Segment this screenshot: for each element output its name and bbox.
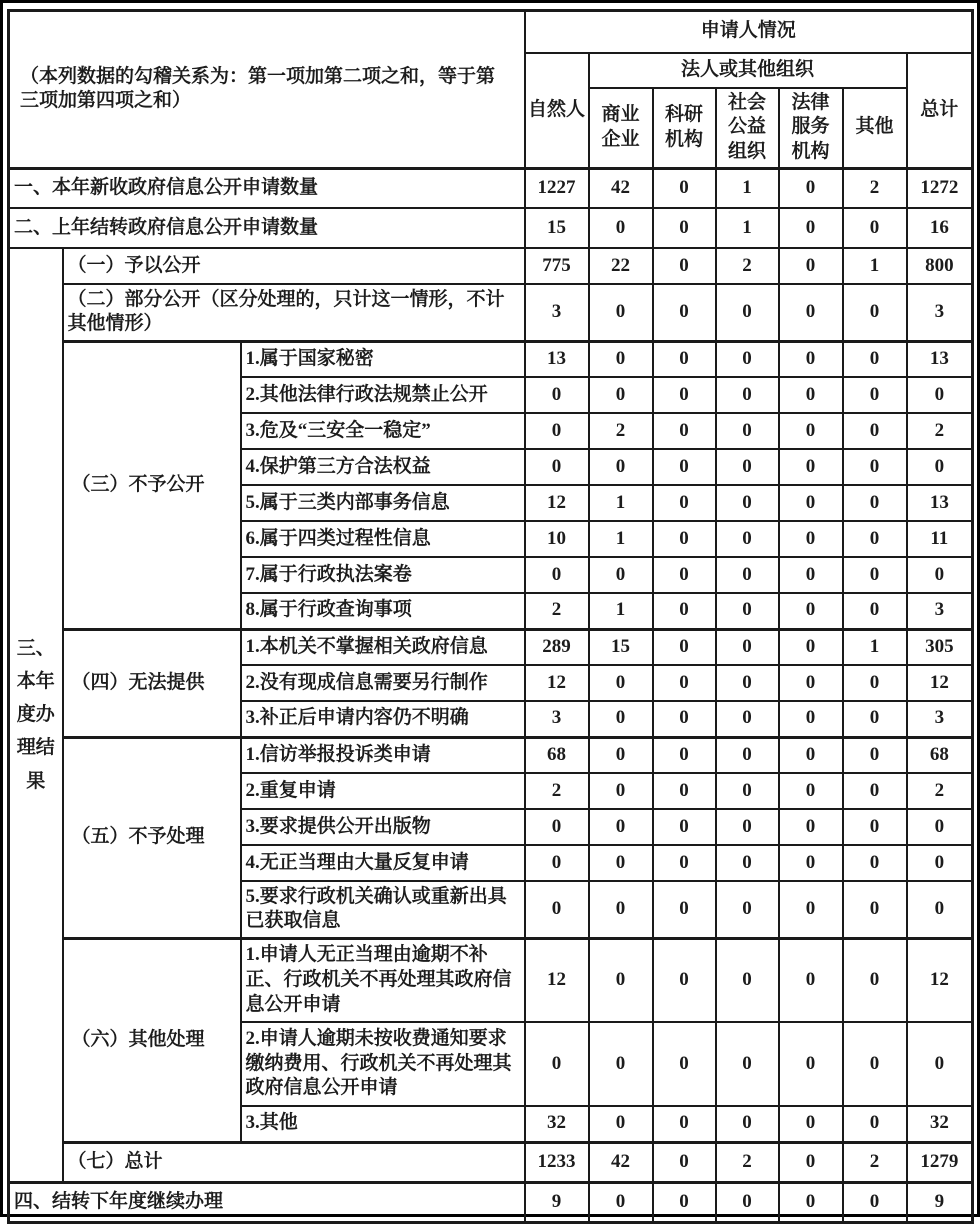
- value-cell: 0: [653, 248, 716, 284]
- total-header: 总计: [907, 53, 973, 169]
- row-label: 1.属于国家秘密: [241, 341, 525, 377]
- value-cell: 0: [716, 1106, 779, 1142]
- value-cell: 0: [653, 845, 716, 881]
- value-cell: 0: [653, 377, 716, 413]
- value-cell: 0: [525, 809, 589, 845]
- commercial-enterprise-header: 商业企业: [589, 88, 653, 169]
- value-cell: 42: [589, 168, 653, 208]
- value-cell: 1: [716, 168, 779, 208]
- value-cell: 0: [653, 809, 716, 845]
- row-label: 8.属于行政查询事项: [241, 593, 525, 629]
- value-cell: 0: [843, 557, 907, 593]
- value-cell: 1: [589, 521, 653, 557]
- value-cell: 42: [589, 1142, 653, 1182]
- value-cell: 0: [589, 1182, 653, 1222]
- value-cell: 0: [843, 1022, 907, 1106]
- value-cell: 1227: [525, 168, 589, 208]
- header-note: （本列数据的勾稽关系为：第一项加第二项之和，等于第三项加第四项之和）: [9, 11, 525, 169]
- value-cell: 2: [907, 413, 973, 449]
- value-cell: 0: [589, 377, 653, 413]
- value-cell: 0: [907, 377, 973, 413]
- row-label: 一、本年新收政府信息公开申请数量: [9, 168, 525, 208]
- value-cell: 0: [589, 208, 653, 248]
- row-label: 二、上年结转政府信息公开申请数量: [9, 208, 525, 248]
- value-cell: 0: [589, 1022, 653, 1106]
- table-row: [9, 341, 973, 377]
- value-cell: 0: [779, 665, 843, 701]
- value-cell: 0: [653, 1022, 716, 1106]
- value-cell: 2: [843, 1142, 907, 1182]
- value-cell: 289: [525, 629, 589, 665]
- value-cell: 0: [843, 809, 907, 845]
- value-cell: 12: [525, 938, 589, 1022]
- row-label: 4.无正当理由大量反复申请: [241, 845, 525, 881]
- value-cell: 775: [525, 248, 589, 284]
- value-cell: 0: [653, 557, 716, 593]
- row-label: 4.保护第三方合法权益: [241, 449, 525, 485]
- value-cell: 0: [779, 881, 843, 938]
- group-label-other-handling: （六）其他处理: [63, 938, 241, 1142]
- value-cell: 0: [779, 284, 843, 341]
- row-label: 6.属于四类过程性信息: [241, 521, 525, 557]
- value-cell: 0: [716, 665, 779, 701]
- value-cell: 0: [589, 557, 653, 593]
- value-cell: 0: [716, 593, 779, 629]
- value-cell: 15: [589, 629, 653, 665]
- value-cell: 0: [589, 449, 653, 485]
- value-cell: 3: [907, 593, 973, 629]
- value-cell: 0: [653, 208, 716, 248]
- value-cell: 11: [907, 521, 973, 557]
- value-cell: 2: [907, 773, 973, 809]
- table-row: [9, 629, 973, 665]
- table-row: [9, 1142, 973, 1182]
- value-cell: 0: [779, 521, 843, 557]
- value-cell: 0: [716, 449, 779, 485]
- value-cell: 2: [525, 593, 589, 629]
- table-row: [9, 208, 973, 248]
- value-cell: 0: [653, 168, 716, 208]
- value-cell: 1272: [907, 168, 973, 208]
- row-label: 2.重复申请: [241, 773, 525, 809]
- value-cell: 800: [907, 248, 973, 284]
- value-cell: 0: [779, 485, 843, 521]
- value-cell: 0: [589, 1106, 653, 1142]
- value-cell: 0: [779, 938, 843, 1022]
- value-cell: 0: [525, 845, 589, 881]
- value-cell: 0: [907, 1022, 973, 1106]
- value-cell: 0: [716, 341, 779, 377]
- row-label: （七）总计: [63, 1142, 525, 1182]
- research-institution-header: 科研机构: [653, 88, 716, 169]
- value-cell: 0: [843, 521, 907, 557]
- value-cell: 0: [907, 557, 973, 593]
- natural-person-header: 自然人: [525, 53, 589, 169]
- value-cell: 2: [589, 413, 653, 449]
- other-org-header: 其他: [843, 88, 907, 169]
- value-cell: 0: [716, 1022, 779, 1106]
- value-cell: 0: [779, 809, 843, 845]
- value-cell: 0: [843, 208, 907, 248]
- row-label: 3.补正后申请内容仍不明确: [241, 701, 525, 737]
- value-cell: 0: [716, 881, 779, 938]
- value-cell: 0: [907, 845, 973, 881]
- value-cell: 0: [716, 938, 779, 1022]
- value-cell: 0: [589, 881, 653, 938]
- value-cell: 2: [525, 773, 589, 809]
- value-cell: 0: [589, 845, 653, 881]
- row-label: 1.本机关不掌握相关政府信息: [241, 629, 525, 665]
- value-cell: 0: [653, 701, 716, 737]
- value-cell: 12: [525, 485, 589, 521]
- value-cell: 0: [843, 1106, 907, 1142]
- header-row-1: [9, 11, 973, 53]
- value-cell: 1: [716, 208, 779, 248]
- disclosure-statistics-table: [7, 9, 974, 1224]
- value-cell: 0: [653, 413, 716, 449]
- value-cell: 0: [843, 773, 907, 809]
- value-cell: 0: [589, 809, 653, 845]
- value-cell: 0: [843, 665, 907, 701]
- applicant-status-header: 申请人情况: [525, 11, 973, 53]
- value-cell: 1: [589, 593, 653, 629]
- row-label: 2.没有现成信息需要另行制作: [241, 665, 525, 701]
- value-cell: 0: [843, 737, 907, 773]
- table-row: [9, 1182, 973, 1222]
- value-cell: 0: [653, 1182, 716, 1222]
- value-cell: 0: [843, 881, 907, 938]
- value-cell: 1279: [907, 1142, 973, 1182]
- value-cell: 0: [716, 845, 779, 881]
- table-row: [9, 938, 973, 1022]
- value-cell: 0: [779, 1022, 843, 1106]
- value-cell: 0: [525, 377, 589, 413]
- row-label: （二）部分公开（区分处理的，只计这一情形，不计其他情形）: [63, 284, 525, 341]
- value-cell: 32: [525, 1106, 589, 1142]
- value-cell: 0: [843, 485, 907, 521]
- table-row: [9, 284, 973, 341]
- value-cell: 0: [843, 284, 907, 341]
- value-cell: 0: [589, 773, 653, 809]
- table-row: [9, 168, 973, 208]
- value-cell: 0: [653, 881, 716, 938]
- value-cell: 0: [779, 1106, 843, 1142]
- value-cell: 0: [716, 521, 779, 557]
- value-cell: 12: [907, 665, 973, 701]
- value-cell: 9: [525, 1182, 589, 1222]
- value-cell: 12: [907, 938, 973, 1022]
- value-cell: 2: [716, 1142, 779, 1182]
- value-cell: 0: [653, 737, 716, 773]
- group-label-unable-to-provide: （四）无法提供: [63, 629, 241, 737]
- value-cell: 0: [779, 168, 843, 208]
- value-cell: 0: [525, 413, 589, 449]
- row-label: 5.属于三类内部事务信息: [241, 485, 525, 521]
- legal-service-org-header: 法律服务机构: [779, 88, 843, 169]
- group-label-not-disclosed: （三）不予公开: [63, 341, 241, 629]
- value-cell: 0: [779, 557, 843, 593]
- social-welfare-org-header: 社会公益组织: [716, 88, 779, 169]
- value-cell: 0: [653, 1106, 716, 1142]
- value-cell: 0: [843, 341, 907, 377]
- value-cell: 0: [843, 449, 907, 485]
- value-cell: 0: [779, 248, 843, 284]
- row-label: （一）予以公开: [63, 248, 525, 284]
- value-cell: 0: [779, 773, 843, 809]
- value-cell: 0: [716, 485, 779, 521]
- value-cell: 0: [843, 701, 907, 737]
- value-cell: 0: [716, 773, 779, 809]
- value-cell: 1233: [525, 1142, 589, 1182]
- row-label: 2.申请人逾期未按收费通知要求缴纳费用、行政机关不再处理其政府信息公开申请: [241, 1022, 525, 1106]
- value-cell: 13: [907, 485, 973, 521]
- row-label: 5.要求行政机关确认或重新出具已获取信息: [241, 881, 525, 938]
- value-cell: 12: [525, 665, 589, 701]
- value-cell: 0: [525, 449, 589, 485]
- value-cell: 0: [843, 845, 907, 881]
- value-cell: 0: [779, 377, 843, 413]
- value-cell: 2: [843, 168, 907, 208]
- value-cell: 0: [716, 557, 779, 593]
- value-cell: 0: [907, 881, 973, 938]
- value-cell: 0: [653, 1142, 716, 1182]
- row-label: 四、结转下年度继续办理: [9, 1182, 525, 1222]
- value-cell: 0: [589, 341, 653, 377]
- value-cell: 0: [779, 208, 843, 248]
- value-cell: 9: [907, 1182, 973, 1222]
- value-cell: 0: [716, 809, 779, 845]
- value-cell: 305: [907, 629, 973, 665]
- table-row: [9, 248, 973, 284]
- value-cell: 68: [907, 737, 973, 773]
- value-cell: 0: [843, 377, 907, 413]
- value-cell: 0: [653, 773, 716, 809]
- value-cell: 0: [779, 413, 843, 449]
- value-cell: 32: [907, 1106, 973, 1142]
- value-cell: 0: [779, 593, 843, 629]
- table-row: [9, 737, 973, 773]
- value-cell: 3: [525, 284, 589, 341]
- value-cell: 0: [843, 938, 907, 1022]
- value-cell: 3: [525, 701, 589, 737]
- value-cell: 1: [843, 248, 907, 284]
- value-cell: 0: [779, 701, 843, 737]
- value-cell: 22: [589, 248, 653, 284]
- value-cell: 0: [779, 341, 843, 377]
- value-cell: 0: [716, 737, 779, 773]
- group-label-not-processed: （五）不予处理: [63, 737, 241, 938]
- value-cell: 13: [525, 341, 589, 377]
- value-cell: 0: [589, 938, 653, 1022]
- row-label: 1.信访举报投诉类申请: [241, 737, 525, 773]
- value-cell: 0: [779, 737, 843, 773]
- value-cell: 0: [653, 485, 716, 521]
- value-cell: 0: [653, 629, 716, 665]
- row-label: 3.危及“三安全一稳定”: [241, 413, 525, 449]
- row-label: 1.申请人无正当理由逾期不补正、行政机关不再处理其政府信息公开申请: [241, 938, 525, 1022]
- value-cell: 0: [716, 1182, 779, 1222]
- value-cell: 0: [653, 449, 716, 485]
- value-cell: 3: [907, 284, 973, 341]
- value-cell: 0: [716, 284, 779, 341]
- value-cell: 0: [525, 881, 589, 938]
- value-cell: 15: [525, 208, 589, 248]
- value-cell: 0: [589, 737, 653, 773]
- value-cell: 0: [907, 809, 973, 845]
- value-cell: 1: [843, 629, 907, 665]
- value-cell: 0: [653, 521, 716, 557]
- value-cell: 0: [716, 413, 779, 449]
- value-cell: 0: [779, 449, 843, 485]
- value-cell: 3: [907, 701, 973, 737]
- value-cell: 0: [843, 413, 907, 449]
- row-label: 3.要求提供公开出版物: [241, 809, 525, 845]
- value-cell: 0: [525, 557, 589, 593]
- legal-org-header: 法人或其他组织: [589, 53, 907, 88]
- value-cell: 0: [653, 665, 716, 701]
- value-cell: 0: [525, 1022, 589, 1106]
- value-cell: 0: [716, 701, 779, 737]
- row-label: 7.属于行政执法案卷: [241, 557, 525, 593]
- value-cell: 68: [525, 737, 589, 773]
- value-cell: 0: [653, 938, 716, 1022]
- value-cell: 0: [716, 377, 779, 413]
- value-cell: 0: [907, 449, 973, 485]
- value-cell: 16: [907, 208, 973, 248]
- value-cell: 0: [779, 845, 843, 881]
- value-cell: 0: [779, 1142, 843, 1182]
- value-cell: 0: [589, 665, 653, 701]
- value-cell: 0: [589, 701, 653, 737]
- value-cell: 13: [907, 341, 973, 377]
- section-label-annual-results: 三、本年度办理结果: [9, 248, 63, 1182]
- value-cell: 0: [779, 629, 843, 665]
- value-cell: 10: [525, 521, 589, 557]
- value-cell: 0: [779, 1182, 843, 1222]
- value-cell: 0: [653, 284, 716, 341]
- value-cell: 0: [843, 593, 907, 629]
- row-label: 2.其他法律行政法规禁止公开: [241, 377, 525, 413]
- value-cell: 0: [716, 629, 779, 665]
- value-cell: 2: [716, 248, 779, 284]
- value-cell: 0: [653, 593, 716, 629]
- value-cell: 0: [589, 284, 653, 341]
- value-cell: 1: [589, 485, 653, 521]
- value-cell: 0: [843, 1182, 907, 1222]
- row-label: 3.其他: [241, 1106, 525, 1142]
- value-cell: 0: [653, 341, 716, 377]
